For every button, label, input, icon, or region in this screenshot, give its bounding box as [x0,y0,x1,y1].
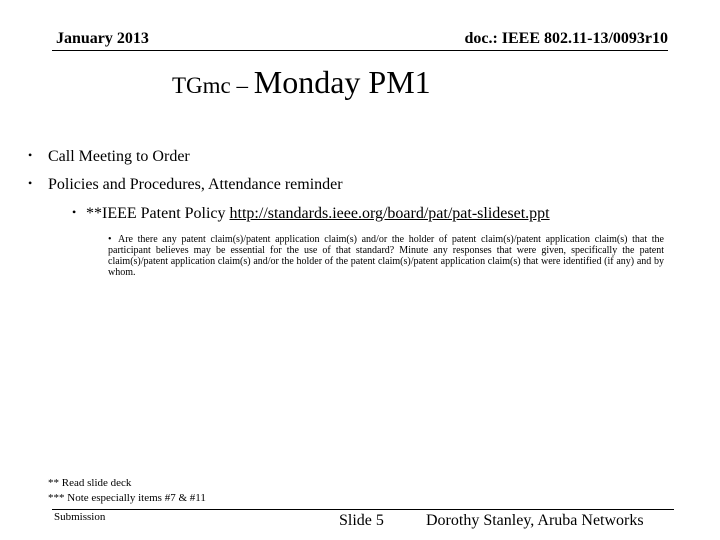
sub-bullet-text: **IEEE Patent Policy [86,205,230,222]
footer-author: Dorothy Stanley, Aruba Networks [426,512,644,529]
bullet-text: Call Meeting to Order [48,148,190,165]
patent-policy-link[interactable]: http://standards.ieee.org/board/pat/pat-slideset.ppt [229,205,550,222]
footnote: *** Note especially items #7 & #11 [48,492,206,504]
title-prefix: TGmc – [172,73,254,98]
slide-title [172,64,431,107]
bullet-item [28,148,190,166]
footnotes [48,476,206,506]
footer-slide-number: Slide 5 [339,512,384,529]
bullet-dot-icon: • [28,148,33,162]
sub-bullet-patent-policy [72,205,550,223]
footnote: ** Read slide deck [48,477,132,489]
patent-claims-text: Are there any patent claim(s)/patent application claim(s) and/or the holder of patent claim(s)/patent application claim(s) that the participant believes may be essential for the use of that standard? Minute any responses that were given, specifically the patent claim(s)/patent application claim(s) and/or the holder of the patent claim(s)/patent application claim(s) that were identified (if any) and by whom. [108,234,664,278]
bullet-dot-icon: • [72,205,77,219]
header-doc-id: doc.: IEEE 802.11-13/0093r10 [464,30,668,47]
footer-submission: Submission [54,511,106,523]
bullet-text: Policies and Procedures, Attendance reminder [48,176,343,193]
bullet-dot-icon: • [28,176,33,190]
footer-divider [52,509,674,510]
header-date: January 2013 [56,30,149,47]
title-main: Monday PM1 [253,64,431,100]
patent-claims-question [108,234,664,278]
bullet-item [28,176,343,194]
bullet-dot-icon: • [108,234,112,245]
header-divider [52,50,668,51]
